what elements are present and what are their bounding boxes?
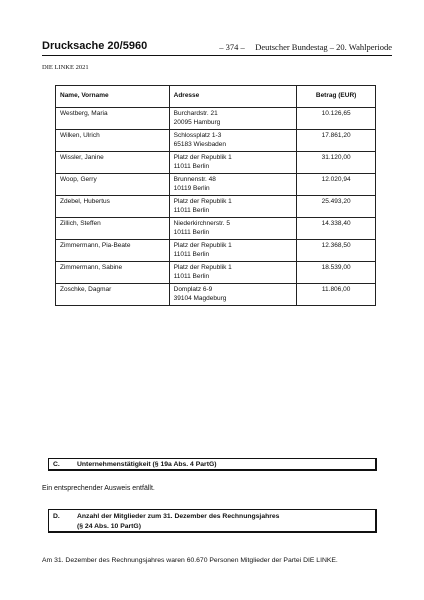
address-city: 39104 Magdeburg <box>173 294 227 302</box>
donor-amount: 18.539,00 <box>297 262 376 284</box>
section-c-text: Ein entsprechender Ausweis entfällt. <box>42 485 155 492</box>
address-city: 11011 Berlin <box>173 162 210 170</box>
table-row <box>56 240 376 262</box>
page-header <box>42 40 392 54</box>
donor-name: Zimmermann, Sabine <box>56 262 170 284</box>
donor-address <box>169 152 297 174</box>
donor-name: Westberg, Maria <box>56 108 170 130</box>
donor-amount: 17.861,20 <box>297 130 376 152</box>
donor-address <box>169 218 297 240</box>
section-c-title: Unternehmenstätigkeit (§ 19a Abs. 4 PartG) <box>77 461 217 468</box>
table-row <box>56 284 376 306</box>
section-d-letter: D. <box>53 513 60 520</box>
donor-address <box>169 174 297 196</box>
donor-name: Wilken, Ulrich <box>56 130 170 152</box>
header-divider <box>42 55 392 56</box>
donor-table <box>55 85 376 306</box>
section-d-heading <box>48 509 377 533</box>
donor-address <box>169 284 297 306</box>
donor-address <box>169 108 297 130</box>
donor-amount: 11.806,00 <box>297 284 376 306</box>
address-city: 20095 Hamburg <box>173 118 221 126</box>
address-city: 11011 Berlin <box>173 206 210 214</box>
donor-amount: 12.020,94 <box>297 174 376 196</box>
donor-name: Zillich, Steffen <box>56 218 170 240</box>
donor-name: Wissler, Janine <box>56 152 170 174</box>
address-city: 10111 Berlin <box>173 228 210 236</box>
section-d-text: Am 31. Dezember des Rechnungsjahres waren 60.670 Personen Mitglieder der Partei DIE LINKE. <box>42 557 338 564</box>
table-row <box>56 196 376 218</box>
donor-amount: 31.120,00 <box>297 152 376 174</box>
address-street: Burchardstr. 21 <box>173 110 218 117</box>
donor-table-body <box>56 108 376 306</box>
section-c-heading <box>48 458 377 471</box>
publisher-line: Deutscher Bundestag – 20. Wahlperiode <box>255 42 392 52</box>
table-row <box>56 218 376 240</box>
address-city: 65183 Wiesbaden <box>173 140 227 148</box>
address-street: Schlossplatz 1-3 <box>173 132 222 139</box>
address-street: Platz der Republik 1 <box>173 154 232 161</box>
column-header-name: Name, Vorname <box>56 86 170 108</box>
donor-name: Zdebel, Hubertus <box>56 196 170 218</box>
section-d-title-line-1: Anzahl der Mitglieder zum 31. Dezember des Rechnungsjahres <box>77 513 280 520</box>
donor-address <box>169 262 297 284</box>
table-row <box>56 130 376 152</box>
table-row <box>56 174 376 196</box>
table-row <box>56 152 376 174</box>
donor-amount: 14.338,40 <box>297 218 376 240</box>
address-street: Platz der Republik 1 <box>173 198 232 205</box>
address-street: Platz der Republik 1 <box>173 242 232 249</box>
document-number: Drucksache 20/5960 <box>42 40 148 52</box>
address-city: 10119 Berlin <box>173 184 210 192</box>
address-city: 11011 Berlin <box>173 272 210 280</box>
address-street: Brunnenstr. 48 <box>173 176 216 183</box>
donor-name: Zimmermann, Pia-Beate <box>56 240 170 262</box>
page-number: – 374 – <box>219 42 245 52</box>
address-street: Niederkirchnerstr. 5 <box>173 220 230 227</box>
section-d-title <box>77 512 367 531</box>
address-street: Domplatz 6-9 <box>173 286 213 293</box>
column-header-amount: Betrag (EUR) <box>297 86 376 108</box>
donor-name: Zoschke, Dagmar <box>56 284 170 306</box>
donor-address <box>169 130 297 152</box>
donor-amount: 12.368,50 <box>297 240 376 262</box>
donor-address <box>169 196 297 218</box>
table-header-row <box>56 86 376 108</box>
address-city: 11011 Berlin <box>173 250 210 258</box>
donor-name: Woop, Gerry <box>56 174 170 196</box>
donor-amount: 25.493,20 <box>297 196 376 218</box>
column-header-address: Adresse <box>169 86 297 108</box>
address-street: Platz der Republik 1 <box>173 264 232 271</box>
table-row <box>56 262 376 284</box>
party-year-label: DIE LINKE 2021 <box>42 64 89 71</box>
donor-address <box>169 240 297 262</box>
section-d-title-line-2: (§ 24 Abs. 10 PartG) <box>77 522 141 530</box>
table-row <box>56 108 376 130</box>
section-c-letter: C. <box>53 461 60 468</box>
donor-amount: 10.126,65 <box>297 108 376 130</box>
